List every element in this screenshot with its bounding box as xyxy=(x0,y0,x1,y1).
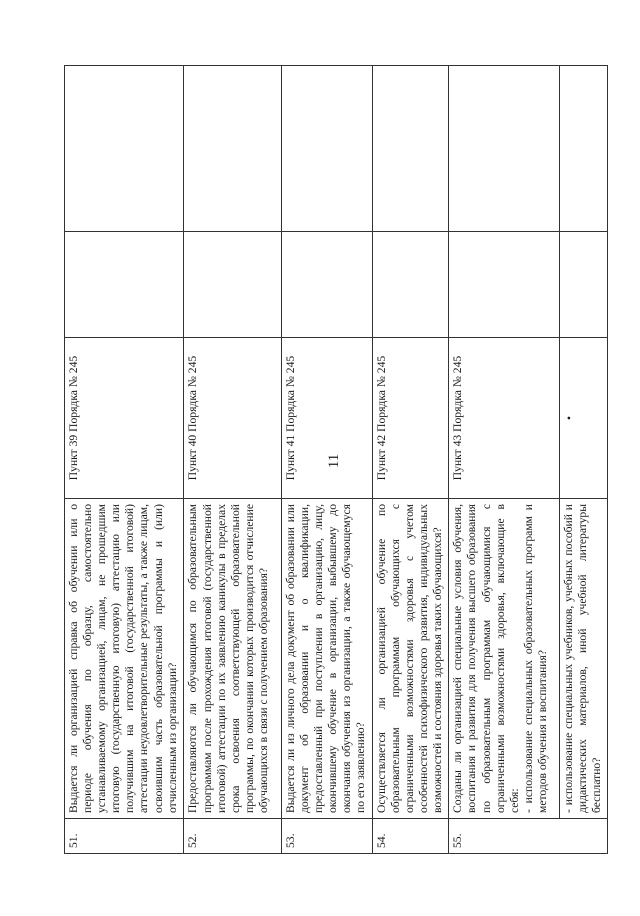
question-line: Созданы ли организацией специальные условия обучения, воспитания и развития для получения высшего образования по образовательным программам обучающимися с ограниченными возможностями здоровья, включающие в себя: xyxy=(451,504,521,813)
blank-cell xyxy=(184,232,281,338)
table-row xyxy=(449,66,560,854)
blank-cell xyxy=(372,66,449,232)
bullet-mark: • xyxy=(561,415,576,421)
blank-cell xyxy=(449,66,560,232)
blank-cell xyxy=(449,232,560,338)
sub-question-cell: - использование специальных учебников, учебных пособий и дидактических материалов, иной учебной литературы бесплатно? xyxy=(559,499,607,819)
blank-cell xyxy=(281,66,372,232)
question-cell: Предоставляются ли обучающимся по образовательным программам после прохождения итоговой (государственной итоговой) аттестации по их заявлению каникулы в пределах срока освоения соответствующей образовательной программы, по окончании которых производится отчисление обучающихся в связи с получением образования? xyxy=(184,499,281,819)
question-cell: Выдается ли из личного дела документ об образовании или документ об образовании и о квалификации, предоставленный при поступлении в организацию, лицу, окончившему обучение в организации, выбывшему до окончания обучения из организации, а также обучающемуся по его заявлению? xyxy=(281,499,372,819)
question-line: - использование специальных образовательных программ и методов обучения и воспитания? xyxy=(521,504,549,813)
row-number: 55. xyxy=(449,819,608,854)
row-number: 54. xyxy=(372,819,449,854)
sub-reference-cell xyxy=(559,338,607,499)
table-row xyxy=(559,66,607,854)
reference-cell: Пункт 42 Порядка № 245 xyxy=(372,338,449,499)
table-row xyxy=(184,66,281,854)
reference-cell: Пункт 41 Порядка № 245 xyxy=(281,338,372,499)
rotated-table-container xyxy=(64,65,608,854)
blank-cell xyxy=(281,232,372,338)
question-cell: Выдается ли организацией справка об обучении или о периоде обучения по образцу, самостоятельно устанавливаемому организацией, лицам, не прошедшим итоговую (государственную итоговую) аттестацию или получившим на итоговой (государственной итоговой) аттестации неудовлетворительные результаты, а также лицам, освоившим часть образовательной программы и (или) отчисленным из организации? xyxy=(65,499,184,819)
reference-cell: Пункт 39 Порядка № 245 xyxy=(65,338,184,499)
row-number: 52. xyxy=(184,819,281,854)
question-cell: Осуществляется ли организацией обучение по образовательным программам обучающихся с ограниченными возможностями здоровья с учетом особенностей психофизического развития, индивидуальных возможностей и состояния здоровья таких обучающихся? xyxy=(372,499,449,819)
table-row xyxy=(281,66,372,854)
blank-cell xyxy=(65,232,184,338)
table-row xyxy=(65,66,184,854)
blank-cell xyxy=(559,232,607,338)
reference-cell: Пункт 43 Порядка № 245 xyxy=(449,338,560,499)
row-number: 51. xyxy=(65,819,184,854)
blank-cell xyxy=(559,66,607,232)
requirements-table xyxy=(64,65,608,854)
page-number: 11 xyxy=(326,453,342,469)
blank-cell xyxy=(184,66,281,232)
blank-cell xyxy=(65,66,184,232)
question-cell xyxy=(449,499,560,819)
table-row xyxy=(372,66,449,854)
row-number: 53. xyxy=(281,819,372,854)
blank-cell xyxy=(372,232,449,338)
reference-cell: Пункт 40 Порядка № 245 xyxy=(184,338,281,499)
